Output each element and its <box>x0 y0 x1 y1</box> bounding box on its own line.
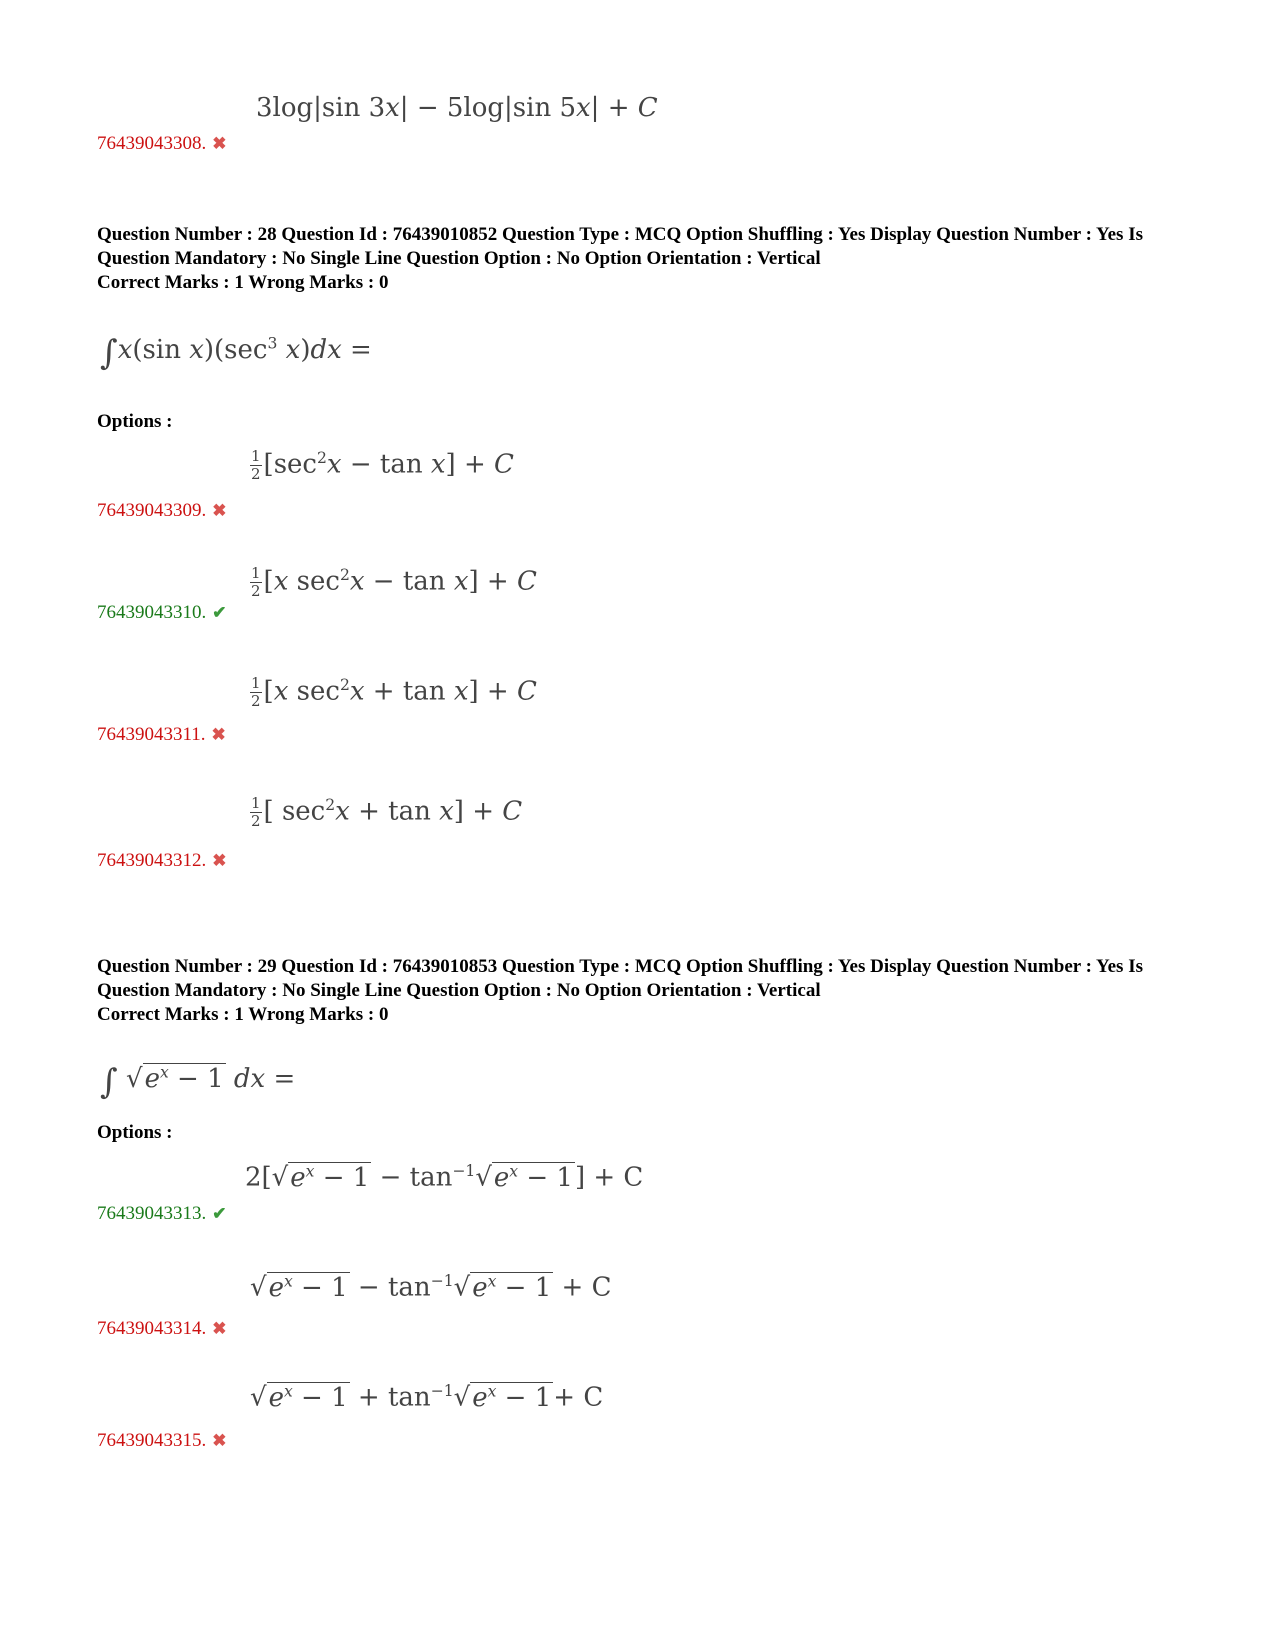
option-id <box>97 602 227 624</box>
cross-icon: ✖ <box>211 725 226 744</box>
option-formula: $\frac{1}{2}$ $[\sec^2x - \tan x] + C$ <box>251 447 514 483</box>
option-id <box>97 1318 227 1340</box>
option-id <box>97 724 226 746</box>
check-icon: ✔ <box>212 1204 227 1223</box>
question-formula: ∫x(sin $x)(\sec^3$ x)dx = <box>100 333 372 373</box>
cross-icon: ✖ <box>212 1319 227 1338</box>
option-id <box>97 850 227 872</box>
option-formula: 3log|sin 3x| − 5log|sin 5x| + C <box>256 93 658 123</box>
option-id-text: 76439043313. <box>97 1203 207 1224</box>
cross-icon: ✖ <box>212 501 227 520</box>
question-formula: ∫ $√e^x - 1$ dx = <box>100 1062 296 1102</box>
option-id-text: 76439043315. <box>97 1430 207 1451</box>
option-id-text: 76439043312. <box>97 850 207 871</box>
option-id-text: 76439043310. <box>97 602 207 623</box>
cross-icon: ✖ <box>212 1431 227 1450</box>
option-formula: $√e^x - 1 - \tan^{-1}√e^x - 1 + C$ <box>250 1272 612 1303</box>
question-header: Question Number : 28 Question Id : 76439010852 Question Type : MCQ Option Shuffling : Yes Display Question Number : Yes Is Question Mandatory : No Single Line Question Option : No Option Orientation : Vertical <box>97 224 1143 269</box>
question-marks: Correct Marks : 1 Wrong Marks : 0 <box>97 1004 389 1025</box>
option-id-text: 76439043314. <box>97 1318 207 1339</box>
options-label: Options : <box>97 1122 173 1143</box>
check-icon: ✔ <box>212 603 227 622</box>
option-id-text: 76439043308. <box>97 133 207 154</box>
options-label: Options : <box>97 411 173 432</box>
option-formula: $\frac{1}{2}$ [ $\sec^2x + \tan x] + C$ <box>251 794 523 830</box>
cross-icon: ✖ <box>212 134 227 153</box>
option-id-text: 76439043311. <box>97 724 206 745</box>
option-id <box>97 133 227 155</box>
option-formula: $\frac{1}{2}$ [x $\sec^2x - \tan x] + C$ <box>251 564 537 600</box>
question-header: Question Number : 29 Question Id : 76439010853 Question Type : MCQ Option Shuffling : Yes Display Question Number : Yes Is Question Mandatory : No Single Line Question Option : No Option Orientation : Vertical <box>97 956 1143 1001</box>
cross-icon: ✖ <box>212 851 227 870</box>
option-formula: $2[√e^x - 1 - \tan^{-1}√e^x - 1] + C$ <box>245 1162 644 1193</box>
option-id-text: 76439043309. <box>97 500 207 521</box>
option-id <box>97 1203 227 1225</box>
option-formula: $√e^x - 1 + \tan^{-1}√e^x - 1+ C$ <box>250 1382 604 1413</box>
option-formula: $\frac{1}{2}$ [x $\sec^2x + \tan x] + C$ <box>251 674 537 710</box>
option-id <box>97 1430 227 1452</box>
question-marks: Correct Marks : 1 Wrong Marks : 0 <box>97 272 389 293</box>
option-id <box>97 500 227 522</box>
